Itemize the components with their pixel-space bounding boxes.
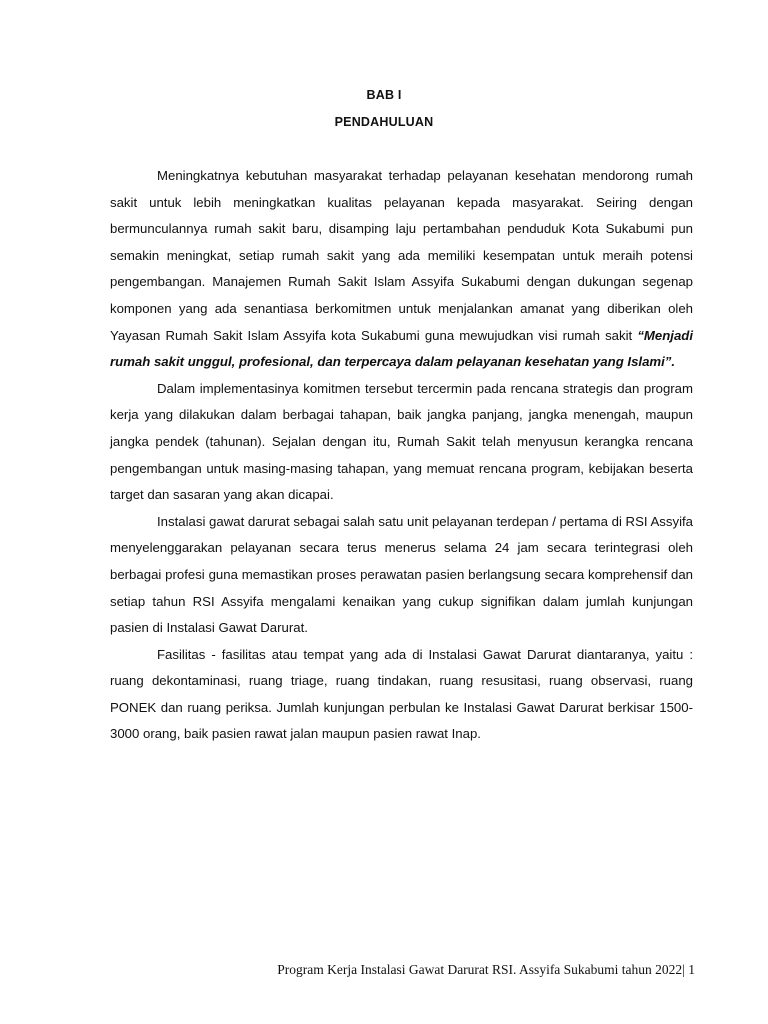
- paragraph-1: [110, 163, 693, 376]
- paragraph-4-text: Fasilitas - fasilitas atau tempat yang ada di Instalasi Gawat Darurat diantaranya, yaitu : ruang dekontaminasi, ruang triage, ruang tindakan, ruang resusitasi, ruang observasi, ruang PONEK dan ruang periksa. Jumlah kunjungan perbulan ke Instalasi Gawat Darurat berkisar 1500-3000 orang, baik pasien rawat jalan maupun pasien rawat Inap.: [110, 646, 693, 742]
- chapter-number: BAB I: [366, 88, 402, 102]
- paragraph-3-text: Instalasi gawat darurat sebagai salah satu unit pelayanan terdepan / pertama di RSI Assyifa menyelenggarakan pelayanan secara terus menerus selama 24 jam secara terintegrasi oleh berbagai profesi guna memastikan proses perawatan pasien berlangsung secara komprehensif dan setiap tahun RSI Assyifa mengalami kenaikan yang cukup signifikan dalam jumlah kunjungan pasien di Instalasi Gawat Darurat.: [110, 513, 693, 636]
- paragraph-2-text: Dalam implementasinya komitmen tersebut tercermin pada rencana strategis dan program kerja yang dilakukan dalam berbagai tahapan, baik jangka panjang, jangka menengah, maupun jangka pendek (tahunan). Sejalan dengan itu, Rumah Sakit telah menyusun kerangka rencana pengembangan untuk masing-masing tahapan, yang memuat rencana program, kebijakan beserta target dan sasaran yang akan dicapai.: [110, 380, 693, 503]
- paragraph-1-text: Meningkatnya kebutuhan masyarakat terhadap pelayanan kesehatan mendorong rumah sakit untuk lebih meningkatkan kualitas pelayanan kepada masyarakat. Seiring dengan bermunculannya rumah sakit baru, disamping laju pertambahan penduduk Kota Sukabumi pun semakin meningkat, setiap rumah sakit yang ada memiliki kesempatan untuk meraih potensi pengembangan. Manajemen Rumah Sakit Islam Assyifa Sukabumi dengan dukungan segenap komponen yang ada senantiasa berkomitmen untuk menjalankan amanat yang diberikan oleh Yayasan Rumah Sakit Islam Assyifa kota Sukabumi guna mewujudkan visi rumah sakit: [110, 168, 693, 343]
- chapter-title: PENDAHULUAN: [334, 115, 434, 129]
- page-footer: Program Kerja Instalasi Gawat Darurat RSI. Assyifa Sukabumi tahun 2022| 1: [277, 962, 695, 977]
- paragraph-2: [110, 376, 693, 509]
- body-text: [110, 163, 693, 748]
- vision-statement: “Menjadi rumah sakit unggul, profesional, dan terpercaya dalam pelayanan kesehatan yang Islami”.: [110, 327, 693, 370]
- paragraph-4: [110, 642, 693, 748]
- paragraph-3: [110, 509, 693, 642]
